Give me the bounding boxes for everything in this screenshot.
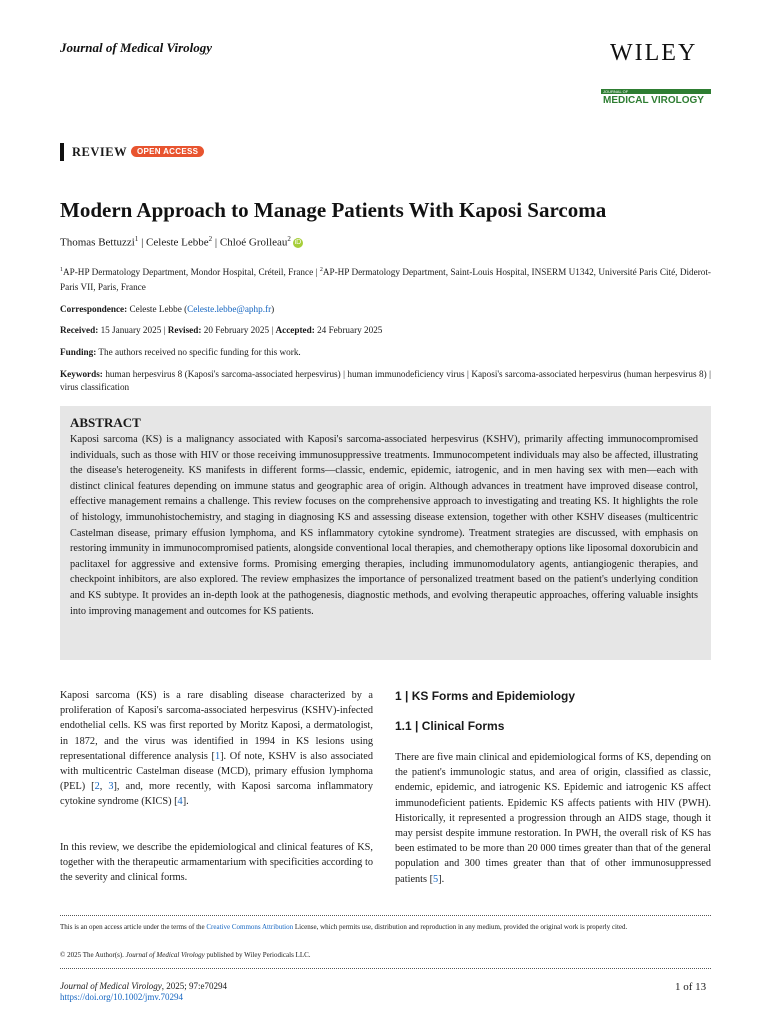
publisher-logo: WILEY [610, 40, 698, 66]
reference-link[interactable]: 1 [214, 750, 221, 762]
author-name[interactable]: Thomas Bettuzzi [60, 236, 135, 249]
author-affiliation-marker: 2 [287, 235, 291, 243]
correspondence-label: Correspondence: [60, 304, 128, 314]
abstract-heading: ABSTRACT [70, 415, 141, 430]
received-label: Received: [60, 325, 99, 335]
intro-text: ], and, more recently, with Kaposi sarcoma inflammatory cytokine syndrome (KICS) [ [60, 781, 374, 808]
section-heading: 1 | KS Forms and Epidemiology [395, 689, 576, 703]
journal-logo-small-text: JOURNAL OF [603, 89, 629, 94]
correspondence-email-link[interactable]: Celeste.lebbe@aphp.fr [187, 304, 272, 314]
funding [60, 347, 301, 357]
article-type: REVIEW [72, 145, 128, 159]
affiliations [60, 263, 711, 294]
abstract-text: Kaposi sarcoma (KS) is a malignancy associated with Kaposi's sarcoma-associated herpesvirus (KSHV), primarily affecting immunocompromised individuals, such as those with HIV or those receiving immunosuppressive treatments. Immunocompetent individuals may also be affected, illustrating the disease's heterogeneity. KS manifests in different forms—classic, endemic, epidemic, iatrogenic, and in men having sex with men—each with distinct clinical features depending on immune status and geographic area of origin. Although advances in treatment have improved disease control, effective management remains a challenge. This review focuses on the comprehensive approach to investigating and treating KS. It highlights the role of histology, immunohistochemistry, and staging in diagnosing KS and assessing disease extension, together with other KSHV diseases (multicentric Castelman disease, primary effusion lymphoma, and KS inflammatory cytokine syndrome). Treatment strategies are discussed, with emphasis on restoring immunity in immunocompromised patients, alongside conventional local therapies, and chemotherapy options like liposomal doxorubicin and paclitaxel for aggressive and extensive forms. Promising emerging therapies, including immunomodulatory agents, antiangiogenic therapies, and checkpoint inhibitors, are also explored. The review emphasizes the importance of personalized treatment based on the patient's underlying condition and KS subtype. It provides an in-depth look at the pathogenesis, diagnostic methods, and evolving therapeutic approaches, offering valuable insights into improving management and outcomes for KS patients. [70, 434, 698, 617]
accepted-label: Accepted: [275, 325, 315, 335]
author-affiliation-marker: 1 [134, 235, 139, 243]
body-text: ]. [438, 873, 445, 885]
affiliation-separator: | [313, 267, 320, 278]
license-link[interactable]: Creative Commons Attribution [206, 923, 294, 931]
intro-text: ]. Of note, KSHV is also associated with multicentric Castelman disease (MCD), primary effusion lymphoma (PEL) [ [60, 750, 373, 793]
author-list [60, 235, 303, 249]
author-separator: | [141, 236, 144, 249]
intro-paragraph-2: In this review, we describe the epidemiological and clinical features of KS, together with the therapeutic armamentarium with specificities according to the severity and clinical forms. [60, 842, 373, 884]
license-note [60, 922, 711, 933]
subsection-heading: 1.1 | Clinical Forms [395, 719, 505, 733]
journal-logo-big-text: MEDICAL VIROLOGY [603, 95, 704, 106]
citation-details: , 2025; 97:e70294 [161, 981, 227, 991]
keywords-text: human herpesvirus 8 (Kaposi's sarcoma-associated herpesvirus) | human immunodeficiency virus | Kaposi's sarcoma-associated herpesvirus (human herpesvirus 8) | virus classification [60, 369, 711, 392]
keywords [60, 368, 711, 393]
reference-link[interactable]: 4 [177, 796, 183, 808]
journal-name: Journal of Medical Virology [60, 40, 213, 55]
received-date: 15 January 2025 [100, 325, 162, 335]
copyright-journal: Journal of Medical Virology [125, 951, 205, 959]
citation-journal: Journal of Medical Virology [60, 981, 162, 991]
reference-link[interactable]: 3 [108, 781, 114, 793]
copyright-text: published by Wiley Periodicals LLC. [204, 951, 311, 959]
revised-label: Revised: [167, 325, 202, 335]
license-text: This is an open access article under the terms of the [60, 923, 207, 931]
copyright-note [60, 950, 711, 961]
clinical-forms-paragraph [395, 750, 711, 887]
footer-divider [60, 915, 711, 916]
reference-link[interactable]: 5 [433, 873, 439, 885]
keywords-label: Keywords: [60, 369, 103, 379]
reference-separator: , [99, 781, 109, 793]
open-access-badge: OPEN ACCESS [131, 146, 204, 157]
author-name[interactable]: Chloé Grolleau [219, 236, 288, 249]
funding-text: The authors received no specific funding for this work. [98, 347, 301, 357]
body-text: There are five main clinical and epidemiological forms of KS, depending on the patient's immunologic status, and area of origin, classified as classic, endemic, epidemic, and iatrogenic KS. Epidemic and iatrogenic KS affect immunodeficient patients. Epidemic KS affects patients with HIV (PWH). Historically, it represented a progression through an AIDS stage, though it may persist despite immune restoration. In PWH, the overall risk of KS has been estimated to be more than 20 000 times greater than that of the general population and 300 times greater than that of other immunosuppressed patients [ [395, 752, 711, 885]
affiliation-text: AP-HP Dermatology Department, Saint-Louis Hospital, INSERM U1342, Université Paris Cité, Diderot-Paris VII, Paris, France [60, 267, 711, 292]
affiliation-number: 1 [60, 267, 63, 273]
author-name[interactable]: Celeste Lebbe [146, 236, 209, 249]
revised-date: 20 February 2025 [203, 325, 270, 335]
funding-label: Funding: [60, 347, 97, 357]
article-title: Modern Approach to Manage Patients With Kaposi Sarcoma [60, 198, 607, 222]
reference-link[interactable]: 2 [94, 781, 100, 793]
article-dates [60, 325, 382, 335]
intro-paragraph-1 [60, 688, 373, 810]
review-marker [60, 143, 64, 161]
citation [60, 981, 227, 991]
intro-text: Kaposi sarcoma (KS) is a rare disabling disease characterized by a proliferation of Kaposi's sarcoma-associated herpesvirus (KSHV)-infected endothelial cells. KS was first reported by Moritz Kaposi, a dermatologist, in 1872, and the virus was identified in 1994 in KS lesions using representational difference analysis [ [60, 690, 373, 762]
journal-logo [601, 89, 711, 107]
correspondence-name: Celeste Lebbe ( [129, 304, 188, 314]
orcid-icon[interactable]: iD [294, 239, 302, 247]
copyright-text: © 2025 The Author(s). [60, 951, 126, 959]
affiliation-text: AP-HP Dermatology Department, Mondor Hospital, Créteil, France [63, 267, 314, 278]
author-affiliation-marker: 2 [208, 235, 213, 243]
date-separator: | [163, 325, 166, 335]
author-separator: | [214, 236, 218, 249]
page-number: 1 of 13 [675, 981, 707, 993]
correspondence-close: ) [271, 304, 275, 314]
affiliation-number: 2 [319, 267, 323, 273]
doi-link[interactable]: https://doi.org/10.1002/jmv.70294 [60, 992, 184, 1002]
date-separator: | [271, 325, 274, 335]
license-text: License, which permits use, distribution and reproduction in any medium, provided the original work is properly cited. [293, 923, 628, 931]
footer-divider [60, 968, 711, 969]
accepted-date: 24 February 2025 [317, 325, 383, 335]
intro-text: ]. [182, 796, 189, 808]
correspondence [60, 304, 274, 314]
